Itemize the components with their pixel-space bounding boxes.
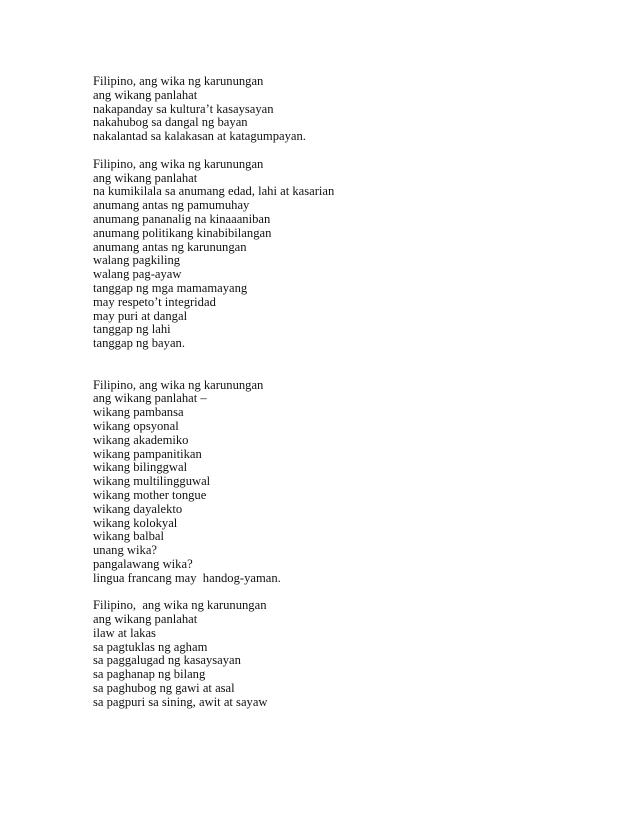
poem-line: anumang antas ng pamumuhay xyxy=(93,198,250,213)
poem-line: wikang pambansa xyxy=(93,405,184,420)
poem-line: pangalawang wika? xyxy=(93,556,193,571)
stanza-2 xyxy=(93,158,613,351)
poem-line: ang wikang panlahat xyxy=(93,612,198,627)
poem-line: ang wikang panlahat xyxy=(93,87,198,102)
poem-line: wikang balbal xyxy=(93,529,164,544)
poem-line: nakalantad sa kalakasan at katagumpayan. xyxy=(93,129,306,144)
poem-line: lingua francang may handog-yaman. xyxy=(93,570,281,585)
poem-line: walang pagkiling xyxy=(93,253,181,268)
poem-line: walang pag-ayaw xyxy=(93,267,182,282)
poem-line: sa paggalugad ng kasaysayan xyxy=(93,653,241,668)
poem-line: tanggap ng mga mamamayang xyxy=(93,280,248,295)
poem-line: Filipino, ang wika ng karunungan xyxy=(93,156,264,171)
poem-line: wikang pampanitikan xyxy=(93,446,202,461)
poem-line: wikang mother tongue xyxy=(93,487,207,502)
poem-line: tanggap ng bayan. xyxy=(93,336,185,351)
poem-line: wikang kolokyal xyxy=(93,515,178,530)
poem-line: sa pagpuri sa sining, awit at sayaw xyxy=(93,694,268,709)
poem-line: ang wikang panlahat xyxy=(93,170,198,185)
poem-line: ilaw at lakas xyxy=(93,625,156,640)
poem-line: sa pagtuklas ng agham xyxy=(93,639,208,654)
poem-line: wikang akademiko xyxy=(93,432,189,447)
poem-line: Filipino, ang wika ng karunungan xyxy=(93,598,267,613)
poem-line: unang wika? xyxy=(93,543,157,558)
poem-line: wikang opsyonal xyxy=(93,418,179,433)
poem-line: Filipino, ang wika ng karunungan xyxy=(93,377,264,392)
poem-line: na kumikilala sa anumang edad, lahi at kasarian xyxy=(93,184,335,199)
stanza-4 xyxy=(93,599,613,709)
poem-line: wikang bilinggwal xyxy=(93,460,188,475)
poem-line: wikang dayalekto xyxy=(93,501,183,516)
poem-line: may respeto’t integridad xyxy=(93,294,216,309)
poem-text xyxy=(93,75,613,710)
poem-line: anumang antas ng karunungan xyxy=(93,239,247,254)
poem-line: sa paghubog ng gawi at asal xyxy=(93,681,235,696)
poem-line: Filipino, ang wika ng karunungan xyxy=(93,74,264,88)
poem-line: wikang multilingguwal xyxy=(93,474,211,489)
poem-line: tanggap ng lahi xyxy=(93,322,171,337)
poem-line: anumang politikang kinabibilangan xyxy=(93,225,272,240)
stanza-3 xyxy=(93,379,613,586)
poem-line: nakahubog sa dangal ng bayan xyxy=(93,115,248,130)
poem-line: sa paghanap ng bilang xyxy=(93,667,206,682)
poem-line: ang wikang panlahat – xyxy=(93,391,207,406)
poem-line: nakapanday sa kultura’t kasaysayan xyxy=(93,101,274,116)
poem-line: anumang pananalig na kinaaaniban xyxy=(93,211,271,226)
poem-line: may puri at dangal xyxy=(93,308,188,323)
stanza-1 xyxy=(93,75,613,144)
